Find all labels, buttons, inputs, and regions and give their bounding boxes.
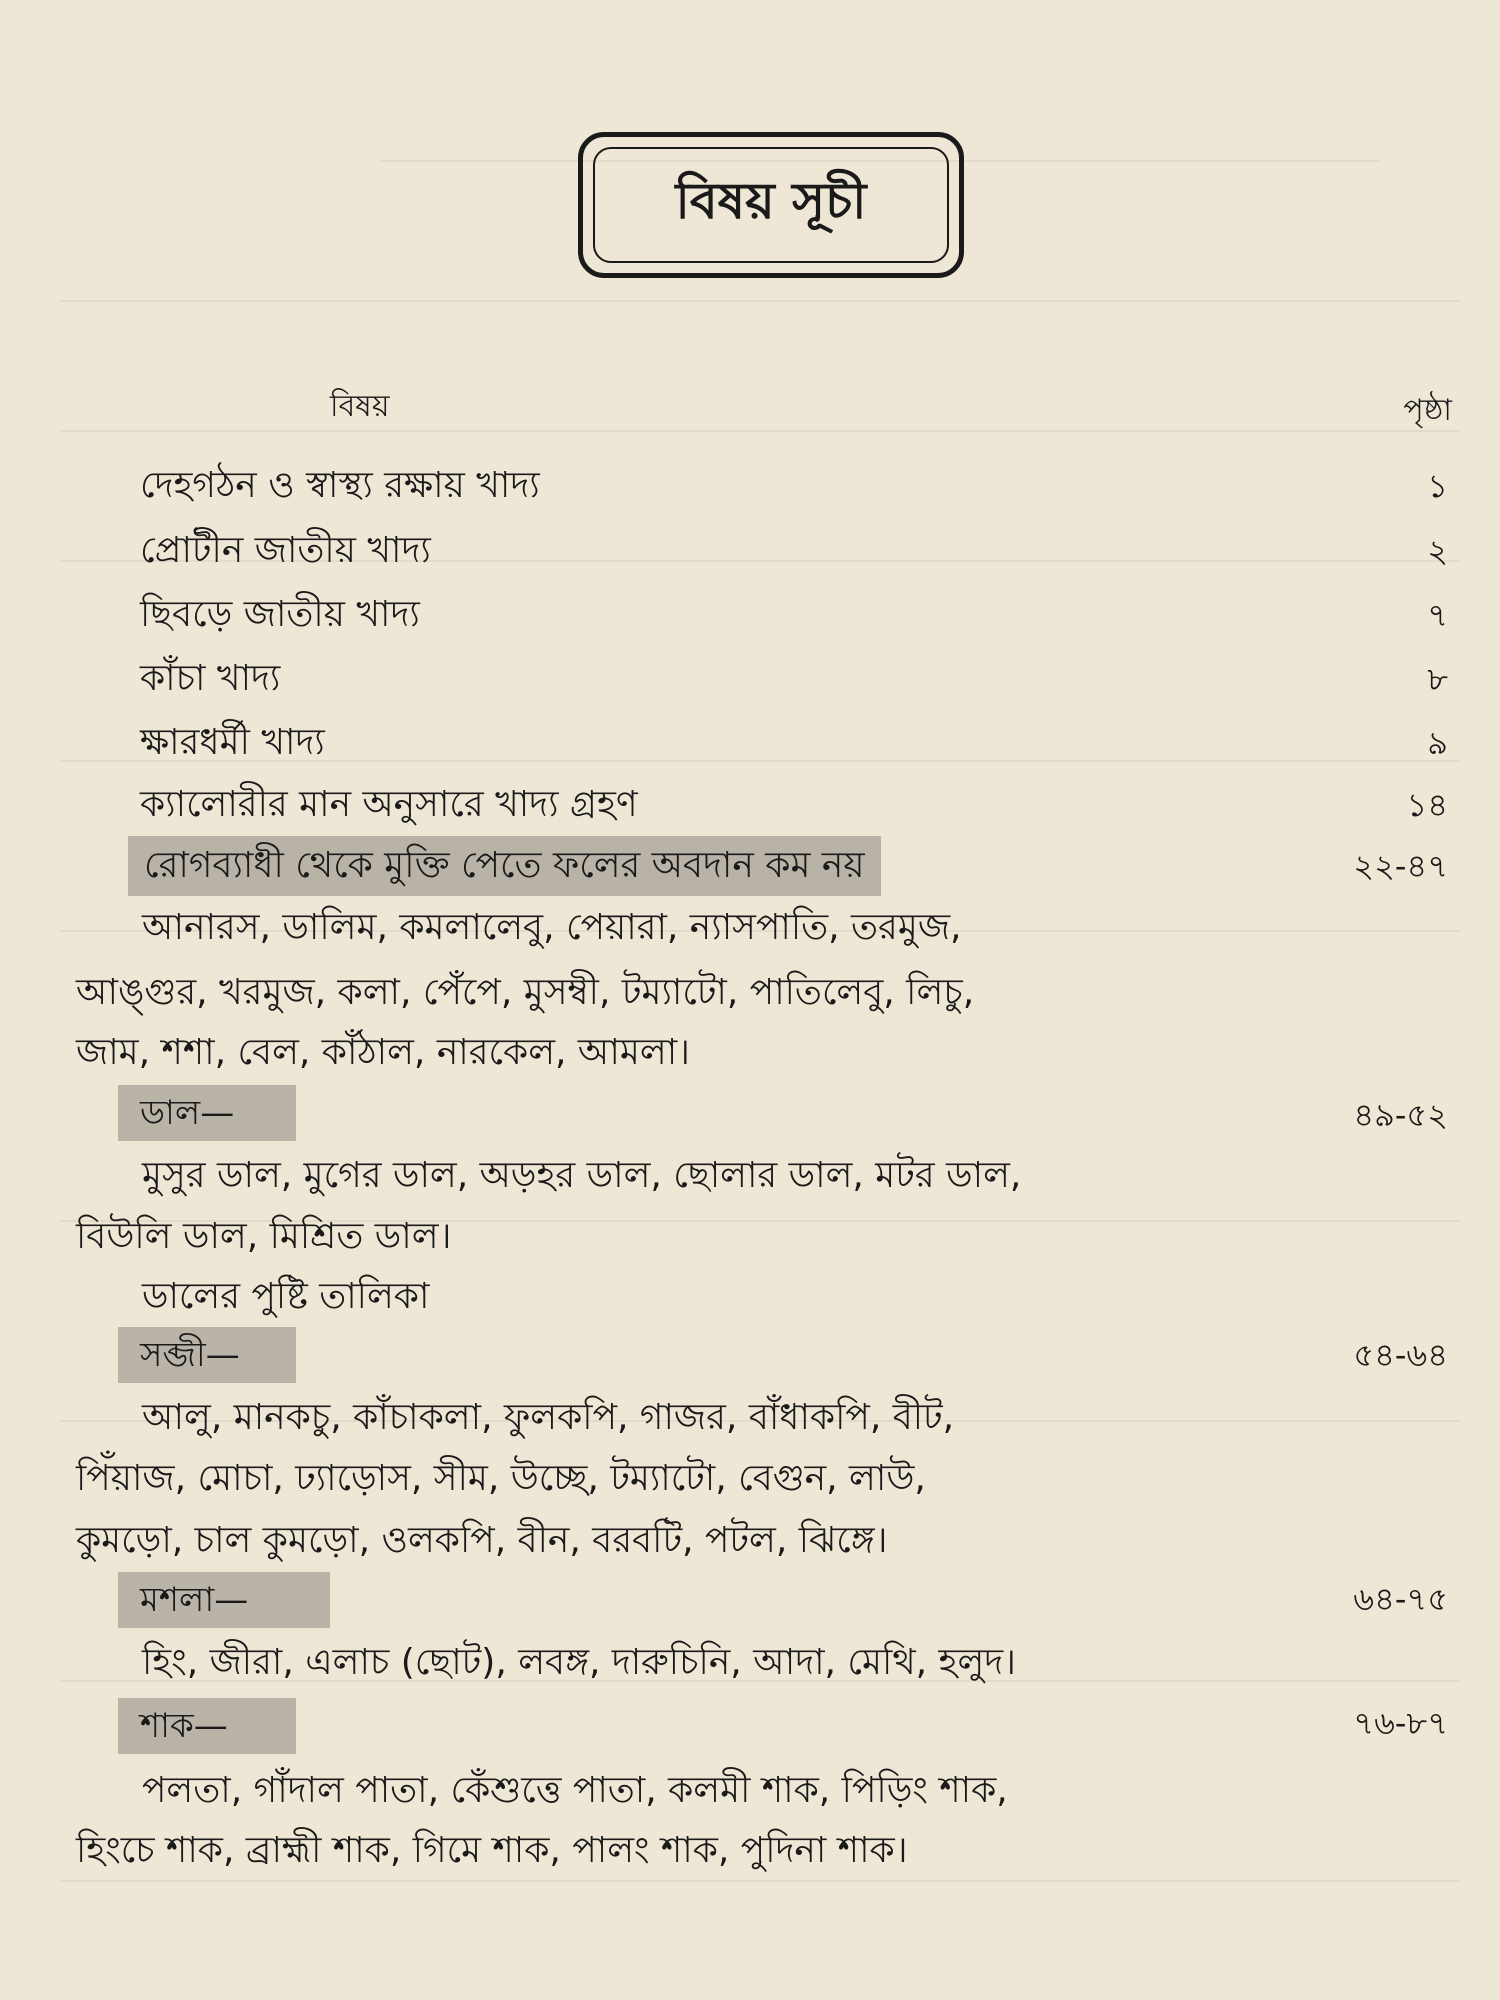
- toc-entry-title: দেহগঠন ও স্বাস্থ্য রক্ষায় খাদ্য: [140, 465, 540, 506]
- title-box: [578, 132, 964, 278]
- section-heading-mashla[interactable]: মশলা—: [118, 1572, 330, 1628]
- toc-entry-page: ২: [1427, 532, 1448, 570]
- section-heading-sabji[interactable]: সব্জী—: [118, 1327, 296, 1383]
- shak-list-line: পলতা, গাঁদাল পাতা, কেঁশুত্তে পাতা, কলমী শাক, পিড়িং শাক,: [142, 1770, 1008, 1811]
- toc-entry-title: কাঁচা খাদ্য: [140, 658, 281, 699]
- toc-entry-page: ৮: [1427, 660, 1448, 698]
- toc-entry-title: রোগব্যাধী থেকে মুক্তি পেতে ফলের অবদান কম নয়: [128, 836, 881, 896]
- toc-entry-page: ২২-৪৭: [1353, 847, 1448, 885]
- toc-entry[interactable]: [0, 585, 1500, 645]
- fruit-list-line: জাম, শশা, বেল, কাঁঠাল, নারকেল, আমলা।: [76, 1032, 691, 1073]
- section-page-dal: ৪৯-৫২: [1353, 1096, 1448, 1134]
- sabji-list-line: আলু, মানকচু, কাঁচাকলা, ফুলকপি, গাজর, বাঁধাকপি, বীট,: [142, 1397, 955, 1438]
- toc-entry-page: ৭: [1427, 596, 1448, 634]
- toc-entry-title: প্রোটীন জাতীয় খাদ্য: [140, 530, 431, 571]
- sabji-list-line: পিঁয়াজ, মোচা, ঢ্যাড়োস, সীম, উচ্ছে, টম্যাটো, বেগুন, লাউ,: [76, 1458, 926, 1499]
- fruit-list-line: আনারস, ডালিম, কমলালেবু, পেয়ারা, ন্যাসপাতি, তরমুজ,: [142, 907, 962, 948]
- mashla-list-line: হিং, জীরা, এলাচ (ছোট), লবঙ্গ, দারুচিনি, আদা, মেথি, হলুদ।: [142, 1642, 1017, 1683]
- topic-column-label: বিষয়: [330, 389, 390, 424]
- dal-nutrition-table-entry[interactable]: ডালের পুষ্টি তালিকা: [142, 1276, 430, 1317]
- toc-entry-page: ১৪: [1406, 786, 1448, 824]
- page-title: বিষয় সূচী: [675, 170, 867, 230]
- toc-entry-page: ৯: [1427, 724, 1448, 762]
- toc-entry-title: ক্যালোরীর মান অনুসারে খাদ্য গ্রহণ: [140, 784, 638, 825]
- fruit-list-line: আঙ্গুর, খরমুজ, কলা, পেঁপে, মুসম্বী, টম্যাটো, পাতিলেবু, লিচু,: [76, 972, 975, 1013]
- toc-entry-title: ক্ষারধর্মী খাদ্য: [140, 722, 325, 763]
- shak-list-line: হিংচে শাক, ব্রাহ্মী শাক, গিমে শাক, পালং শাক, পুদিনা শাক।: [76, 1830, 908, 1871]
- toc-entry[interactable]: [0, 649, 1500, 709]
- section-page-sabji: ৫৪-৬৪: [1353, 1336, 1448, 1374]
- sabji-list-line: কুমড়ো, চাল কুমড়ো, ওলকপি, বীন, বরবটি, পটল, ঝিঙ্গে।: [76, 1520, 888, 1561]
- toc-entry-title: ছিবড়ে জাতীয় খাদ্য: [140, 594, 420, 635]
- toc-entry[interactable]: [0, 521, 1500, 581]
- section-page-mashla: ৬৪-৭৫: [1353, 1580, 1448, 1618]
- section-page-shak: ৭৬-৮৭: [1353, 1704, 1448, 1742]
- page-column-label: পৃষ্ঠা: [1403, 393, 1452, 428]
- section-heading-shak[interactable]: শাক—: [118, 1698, 296, 1754]
- dal-list-line: মুসুর ডাল, মুগের ডাল, অড়হর ডাল, ছোলার ডাল, মটর ডাল,: [142, 1155, 1022, 1196]
- section-heading-dal[interactable]: ডাল—: [118, 1085, 296, 1141]
- toc-entry[interactable]: [0, 713, 1500, 773]
- toc-entry[interactable]: [0, 775, 1500, 835]
- dal-list-line: বিউলি ডাল, মিশ্রিত ডাল।: [76, 1216, 452, 1257]
- toc-entry-page: ১: [1427, 467, 1448, 505]
- toc-entry-highlighted[interactable]: [0, 836, 1500, 896]
- toc-entry[interactable]: [0, 456, 1500, 516]
